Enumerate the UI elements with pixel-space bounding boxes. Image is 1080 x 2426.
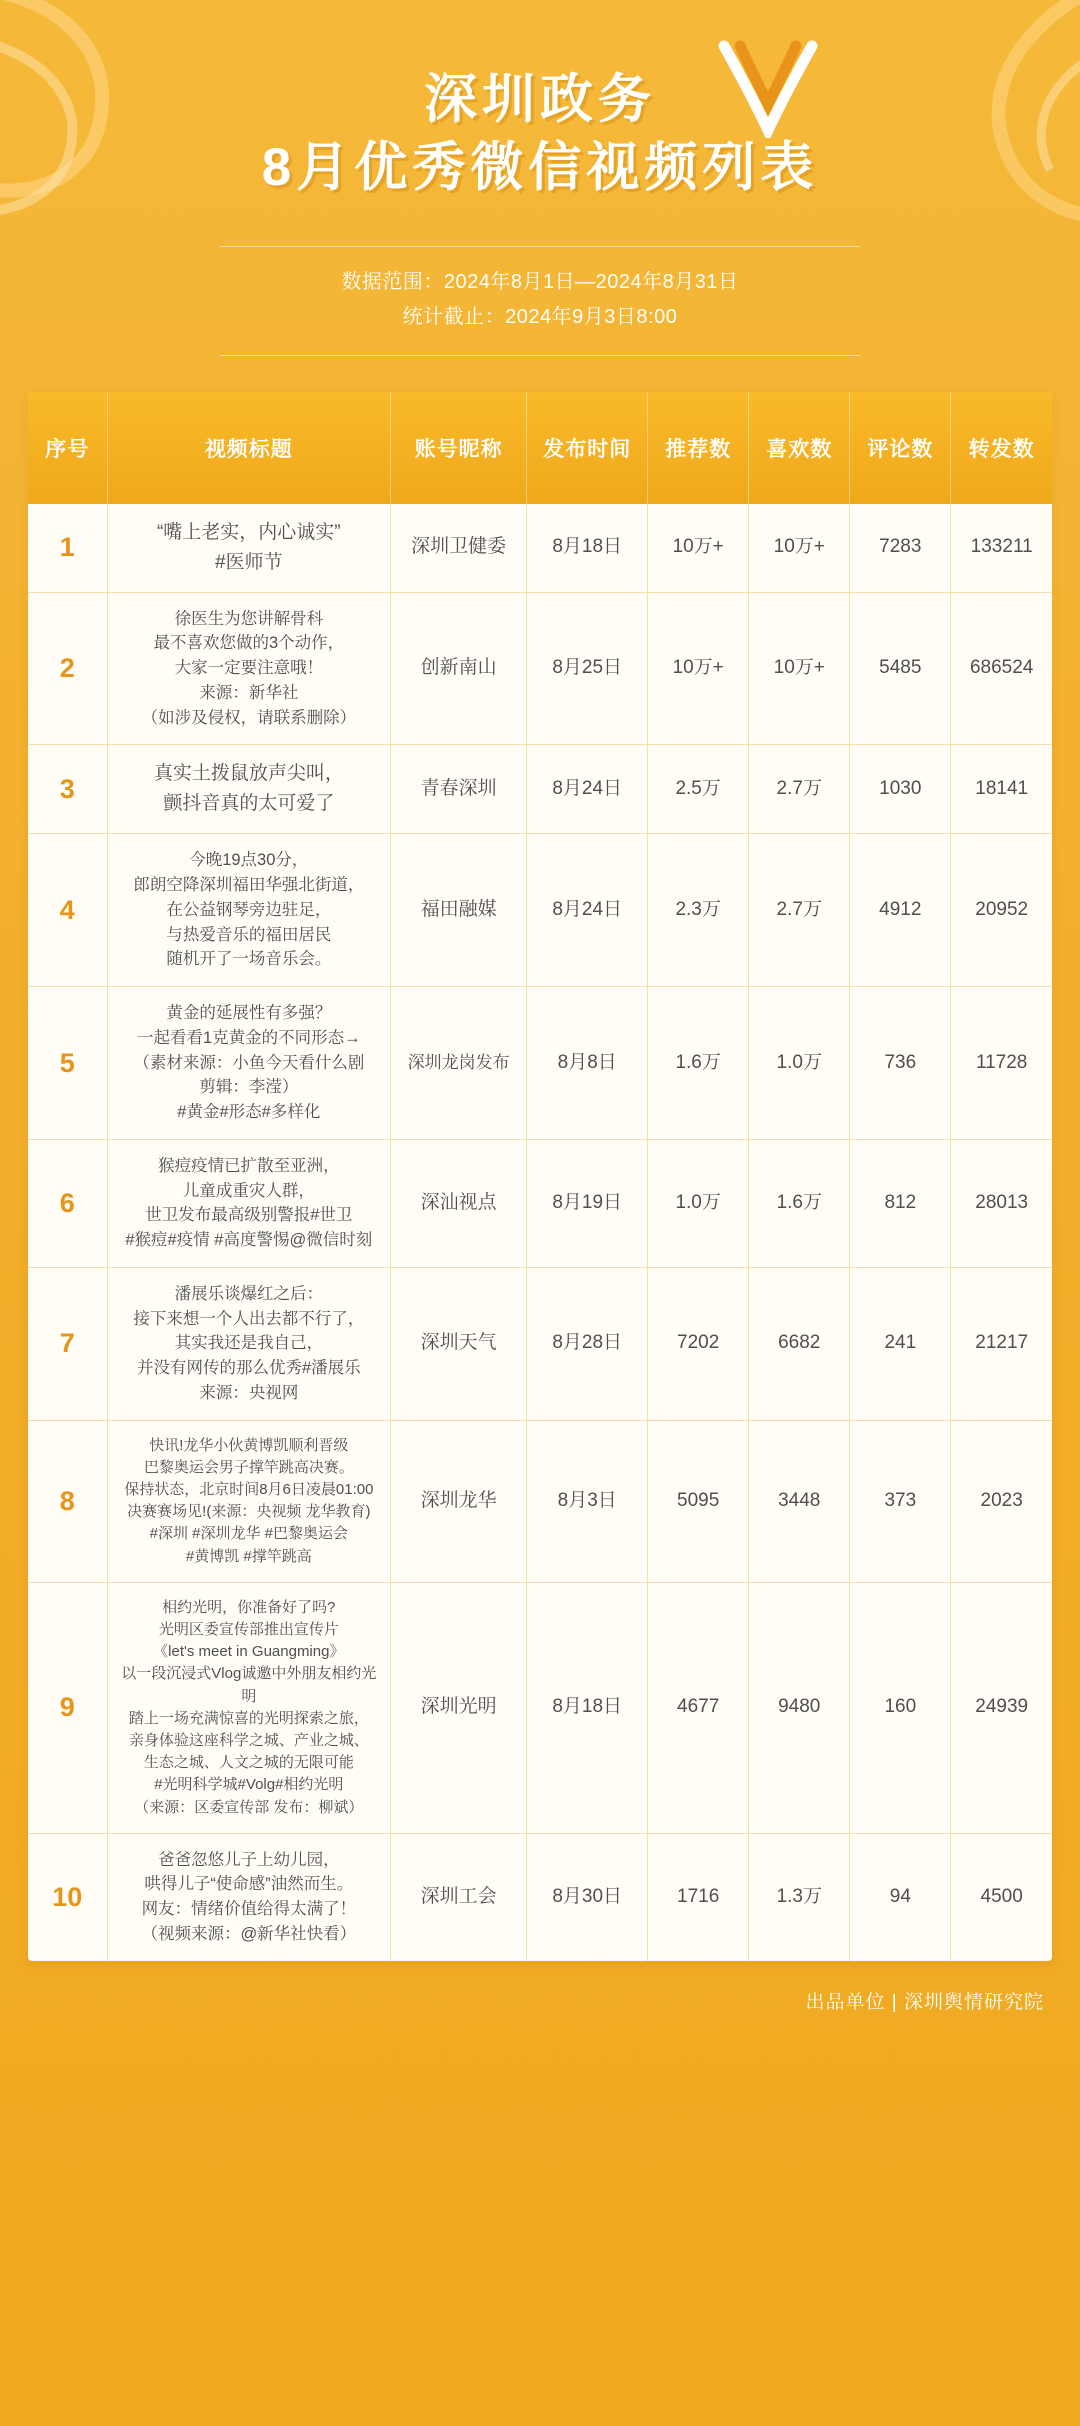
column-header-title: 视频标题 [107,392,390,504]
table-row [28,1833,1052,1961]
cell-like: 9480 [749,1582,850,1833]
cell-title: “嘴上老实，内心诚实” #医师节 [107,504,390,593]
cell-share: 24939 [951,1582,1052,1833]
cell-share: 686524 [951,592,1052,745]
cell-account: 青春深圳 [391,745,527,834]
cell-title: 今晚19点30分， 郎朗空降深圳福田华强北街道， 在公益钢琴旁边驻足， 与热爱音乐的福田居民 随机开了一场音乐会。 [107,834,390,987]
cell-account: 创新南山 [391,592,527,745]
shenzhen-butterfly-logo-icon [714,38,822,138]
table-header-row [28,392,1052,504]
title-line-2: 8月优秀微信视频列表 [261,137,819,197]
cell-like: 10万+ [749,592,850,745]
cell-title: 相约光明，你准备好了吗? 光明区委宣传部推出宣传片 《let's meet in Guangming》 以一段沉浸式Vlog诚邀中外朋友相约光明 踏上一场充满惊喜的光明探索之旅， 亲身体验这座科学之城、产业之城、 生态之城、人文之城的无限可能 #光明科学城#Volg#相约光明 （来源：区委宣传部 发布：柳斌） [107,1582,390,1833]
cell-rank: 10 [28,1833,107,1961]
cell-account: 深汕视点 [391,1139,527,1267]
meta-data-range: 数据范围：2024年8月1日—2024年8月31日 [341,270,739,293]
cell-share: 11728 [951,987,1052,1140]
cell-account: 深圳光明 [391,1582,527,1833]
cell-rank: 1 [28,504,107,593]
cell-share: 18141 [951,745,1052,834]
table-row [28,1582,1052,1833]
cell-share: 4500 [980,1885,1023,1907]
column-header-share: 转发数 [951,392,1052,504]
column-header-account: 账号昵称 [391,392,527,504]
table-row [28,1420,1052,1582]
cell-comment: 160 [850,1582,951,1833]
cell-comment: 7283 [850,504,951,593]
cell-date: 8月25日 [527,592,648,745]
cell-recommend: 1.6万 [648,987,749,1140]
cell-date: 8月8日 [527,987,648,1140]
cell-recommend: 2.3万 [648,834,749,987]
video-ranking-table [28,392,1052,1961]
cell-comment: 4912 [850,834,951,987]
column-header-like: 喜欢数 [749,392,850,504]
cell-date: 8月30日 [527,1833,648,1961]
cell-date: 8月24日 [527,745,648,834]
table-row [28,745,1052,834]
cell-like: 1.0万 [749,987,850,1140]
cell-comment: 373 [850,1420,951,1582]
cell-comment: 241 [850,1267,951,1420]
cell-rank: 3 [28,745,107,834]
cell-title: 猴痘疫情已扩散至亚洲， 儿童成重灾人群， 世卫发布最高级别警报#世卫 #猴痘#疫情 #高度警惕@微信时刻 [107,1139,390,1267]
cell-recommend: 10万+ [648,504,749,593]
table-row [28,1267,1052,1420]
cell-account: 深圳天气 [391,1267,527,1420]
table-row [28,834,1052,987]
cell-title: 黄金的延展性有多强？ 一起看看1克黄金的不同形态→ （素材来源：小鱼今天看什么剧 剪辑：李滢） #黄金#形态#多样化 [107,987,390,1140]
cell-recommend: 1716 [648,1833,749,1961]
cell-date: 8月3日 [527,1420,648,1582]
cell-rank: 6 [28,1139,107,1267]
cell-recommend: 4677 [648,1582,749,1833]
cell-comment: 94 [850,1833,951,1961]
cell-like: 6682 [749,1267,850,1420]
title-block [262,66,818,202]
column-header-comment: 评论数 [850,392,951,504]
cell-date: 8月18日 [527,504,648,593]
table-row [28,592,1052,745]
cell-recommend: 1.0万 [648,1139,749,1267]
cell-date: 8月24日 [527,834,648,987]
cell-like: 1.3万 [749,1833,850,1961]
cell-title: 爸爸忽悠儿子上幼儿园， 哄得儿子“使命感”油然而生。 网友：情绪价值给得太满了！ （视频来源：@新华社快看） [107,1833,390,1961]
cell-recommend: 7202 [648,1267,749,1420]
cell-title: 潘展乐谈爆红之后： 接下来想一个人出去都不行了， 其实我还是我自己， 并没有网传的那么优秀#潘展乐 来源：央视网 [107,1267,390,1420]
cell-rank: 8 [28,1420,107,1582]
cell-comment: 736 [850,987,951,1140]
cell-date: 8月28日 [527,1267,648,1420]
cell-date: 8月19日 [527,1139,648,1267]
column-header-rank: 序号 [28,392,107,504]
table-row [28,1139,1052,1267]
cell-comment: 1030 [850,745,951,834]
cell-rank: 4 [28,834,107,987]
cell-like: 2.7万 [749,745,850,834]
table-body [28,504,1052,1961]
cell-recommend: 10万+ [648,592,749,745]
cell-title: 快讯!龙华小伙黄博凯顺利晋级 巴黎奥运会男子撑竿跳高决赛。 保持状态，北京时间8月6日凌晨01:00 决赛赛场见!(来源：央视频 龙华教育) #深圳 #深圳龙华 #巴黎奥运会 #黄博凯 #撑竿跳高 [107,1420,390,1582]
cell-like: 2.7万 [749,834,850,987]
cell-date: 8月18日 [527,1582,648,1833]
footer-credit: 出品单位 | 深圳舆情研究院 [805,1991,1044,2013]
cell-like: 1.6万 [749,1139,850,1267]
cell-recommend: 5095 [648,1420,749,1582]
cell-account: 深圳卫健委 [391,504,527,593]
cell-like: 3448 [749,1420,850,1582]
cell-title: 徐医生为您讲解骨科 最不喜欢您做的3个动作， 大家一定要注意哦！ 来源：新华社 （如涉及侵权，请联系删除） [107,592,390,745]
table-row [28,504,1052,593]
title-line-1: 深圳政务 [423,70,656,129]
cell-comment: 812 [850,1139,951,1267]
cell-recommend: 2.5万 [648,745,749,834]
cell-rank: 5 [28,987,107,1140]
cell-like: 10万+ [749,504,850,593]
cell-share: 28013 [951,1139,1052,1267]
cell-share: 21217 [951,1267,1052,1420]
cell-comment: 5485 [850,592,951,745]
cell-rank: 7 [28,1267,107,1420]
table-row [28,987,1052,1140]
cell-account: 深圳龙岗发布 [391,987,527,1140]
cell-account: 深圳工会 [391,1833,527,1961]
cell-rank: 2 [28,592,107,745]
column-header-recommend: 推荐数 [648,392,749,504]
cell-rank: 9 [28,1582,107,1833]
cell-account: 深圳龙华 [391,1420,527,1582]
cell-share: 20952 [951,834,1052,987]
cell-share: 133211 [951,504,1052,593]
meta-info [220,246,860,356]
column-header-date: 发布时间 [527,392,648,504]
cell-title: 真实土拨鼠放声尖叫， 颤抖音真的太可爱了 [107,745,390,834]
meta-cutoff: 统计截止：2024年9月3日8:00 [402,305,678,328]
poster-header [28,0,1052,356]
cell-account: 福田融媒 [391,834,527,987]
cell-share: 2023 [951,1420,1052,1582]
